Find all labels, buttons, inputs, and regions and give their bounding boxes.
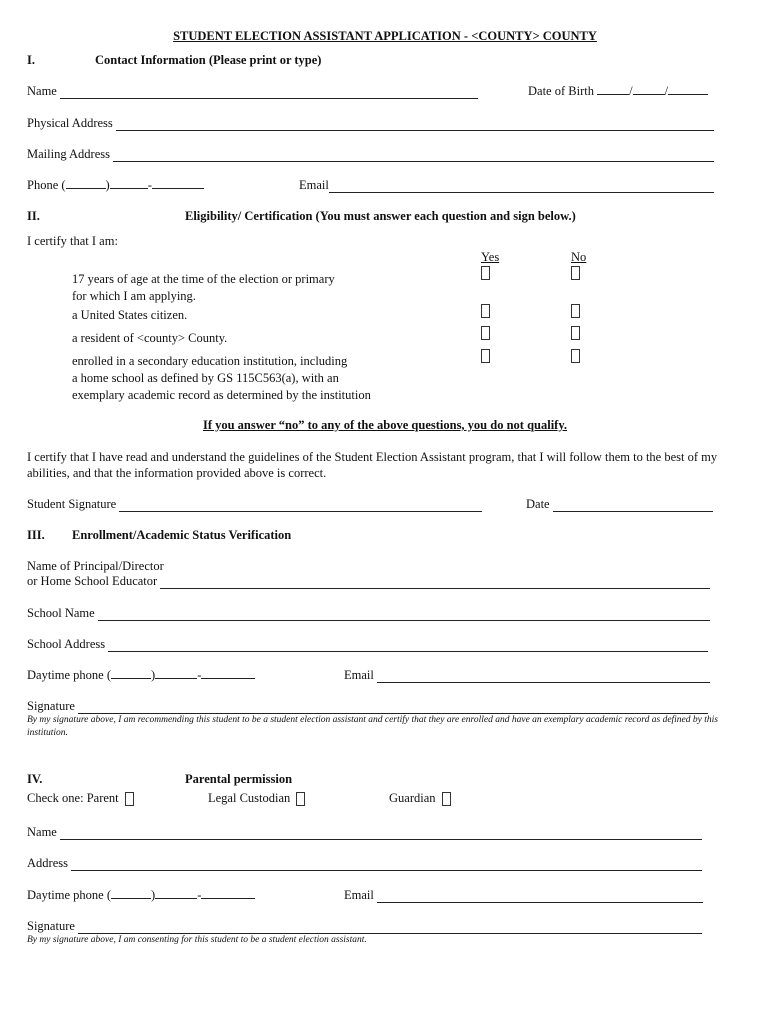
parent-phone-field[interactable]: Daytime phone ( ) - [27, 888, 255, 903]
form-title: STUDENT ELECTION ASSISTANT APPLICATION - <COUNTY> COUNTY [173, 29, 597, 43]
principal-signature-note: By my signature above, I am recommending this student to be a student election assistant and certify that they are enrolled and have an exemplary academic record as defined by this institution. [27, 715, 718, 738]
parent-email-label: Email [344, 888, 374, 902]
custodian-option[interactable] [208, 791, 305, 806]
principal-signature-label: Signature [27, 699, 75, 713]
question-enrolled: enrolled in a secondary education institution, including a home school as defined by GS 115C563(a), with an exemplary academic record as determined by the institution [72, 354, 371, 402]
parent-address-field[interactable] [27, 856, 702, 871]
custodian-checkbox[interactable] [296, 792, 305, 806]
enrolled-yes-checkbox[interactable] [481, 349, 490, 363]
parent-signature-field[interactable] [27, 919, 702, 934]
age-yes-checkbox[interactable] [481, 266, 490, 280]
school-email-label: Email [344, 668, 374, 682]
principal-signature-field[interactable] [27, 699, 708, 714]
citizen-yes-checkbox[interactable] [481, 304, 490, 318]
mailing-address-label: Mailing Address [27, 147, 110, 161]
guardian-checkbox[interactable] [442, 792, 451, 806]
disqualify-note: If you answer “no” to any of the above questions, you do not qualify. [202, 418, 568, 432]
enrolled-no-checkbox[interactable] [571, 349, 580, 363]
student-signature-field[interactable] [27, 497, 482, 512]
email-label: Email [299, 178, 329, 192]
school-name-field[interactable] [27, 606, 710, 621]
yes-column-header: Yes [481, 250, 500, 264]
parent-address-label: Address [27, 856, 68, 870]
name-field[interactable] [27, 84, 478, 99]
school-email-field[interactable] [344, 668, 710, 683]
section-2-numeral: II. [27, 209, 40, 223]
school-name-label: School Name [27, 606, 95, 620]
parent-signature-label: Signature [27, 919, 75, 933]
parent-name-field[interactable] [27, 825, 702, 840]
school-phone-label: Daytime phone ( [27, 668, 112, 682]
question-age: 17 years of age at the time of the election or primary for which I am applying. [72, 272, 335, 303]
custodian-label: Legal Custodian [208, 791, 291, 805]
resident-yes-checkbox[interactable] [481, 326, 490, 340]
parent-signature-note: By my signature above, I am consenting for this student to be a student election assistant. [27, 935, 367, 945]
school-address-field[interactable] [27, 637, 708, 652]
parent-email-field[interactable] [344, 888, 703, 903]
certify-statement: I certify that I have read and understand the guidelines of the Student Election Assistant program, that I will follow them to the best of my abilities, and that the information provided above is correct. [27, 450, 718, 480]
section-3-heading: Enrollment/Academic Status Verification [72, 528, 292, 542]
certify-intro: I certify that I am: [27, 234, 118, 248]
principal-label-line2: or Home School Educator [27, 574, 158, 588]
phone-field[interactable]: Phone ( ) - [27, 178, 204, 193]
parent-name-label: Name [27, 825, 57, 839]
mailing-address-field[interactable] [27, 147, 714, 162]
resident-no-checkbox[interactable] [571, 326, 580, 340]
physical-address-field[interactable] [27, 116, 714, 131]
dob-field[interactable]: Date of Birth / / [528, 84, 708, 99]
section-4-heading: Parental permission [185, 772, 293, 786]
question-citizen: a United States citizen. [72, 308, 188, 322]
question-resident: a resident of <county> County. [72, 331, 228, 345]
section-1-numeral: I. [27, 53, 35, 67]
guardian-label: Guardian [389, 791, 436, 805]
school-address-label: School Address [27, 637, 106, 651]
age-no-checkbox[interactable] [571, 266, 580, 280]
parent-option[interactable] [27, 791, 134, 806]
school-phone-field[interactable]: Daytime phone ( ) - [27, 668, 255, 683]
dob-label: Date of Birth [528, 84, 594, 98]
email-field[interactable] [299, 178, 714, 193]
parent-phone-label: Daytime phone ( [27, 888, 112, 902]
section-2-heading: Eligibility/ Certification (You must answer each question and sign below.) [185, 209, 576, 223]
principal-label-line1: Name of Principal/Director [27, 559, 164, 573]
name-label: Name [27, 84, 57, 98]
date-label: Date [526, 497, 550, 511]
citizen-no-checkbox[interactable] [571, 304, 580, 318]
section-1-heading: Contact Information (Please print or type) [95, 53, 322, 67]
student-signature-label: Student Signature [27, 497, 117, 511]
principal-name-field[interactable] [27, 574, 710, 589]
phone-label: Phone ( [27, 178, 66, 192]
parent-checkbox[interactable] [125, 792, 134, 806]
section-3-numeral: III. [27, 528, 45, 542]
signature-date-field[interactable] [526, 497, 713, 512]
check-one-label: Check one: Parent [27, 791, 119, 805]
section-4-numeral: IV. [27, 772, 43, 786]
no-column-header: No [571, 250, 587, 264]
guardian-option[interactable] [389, 791, 451, 806]
physical-address-label: Physical Address [27, 116, 113, 130]
